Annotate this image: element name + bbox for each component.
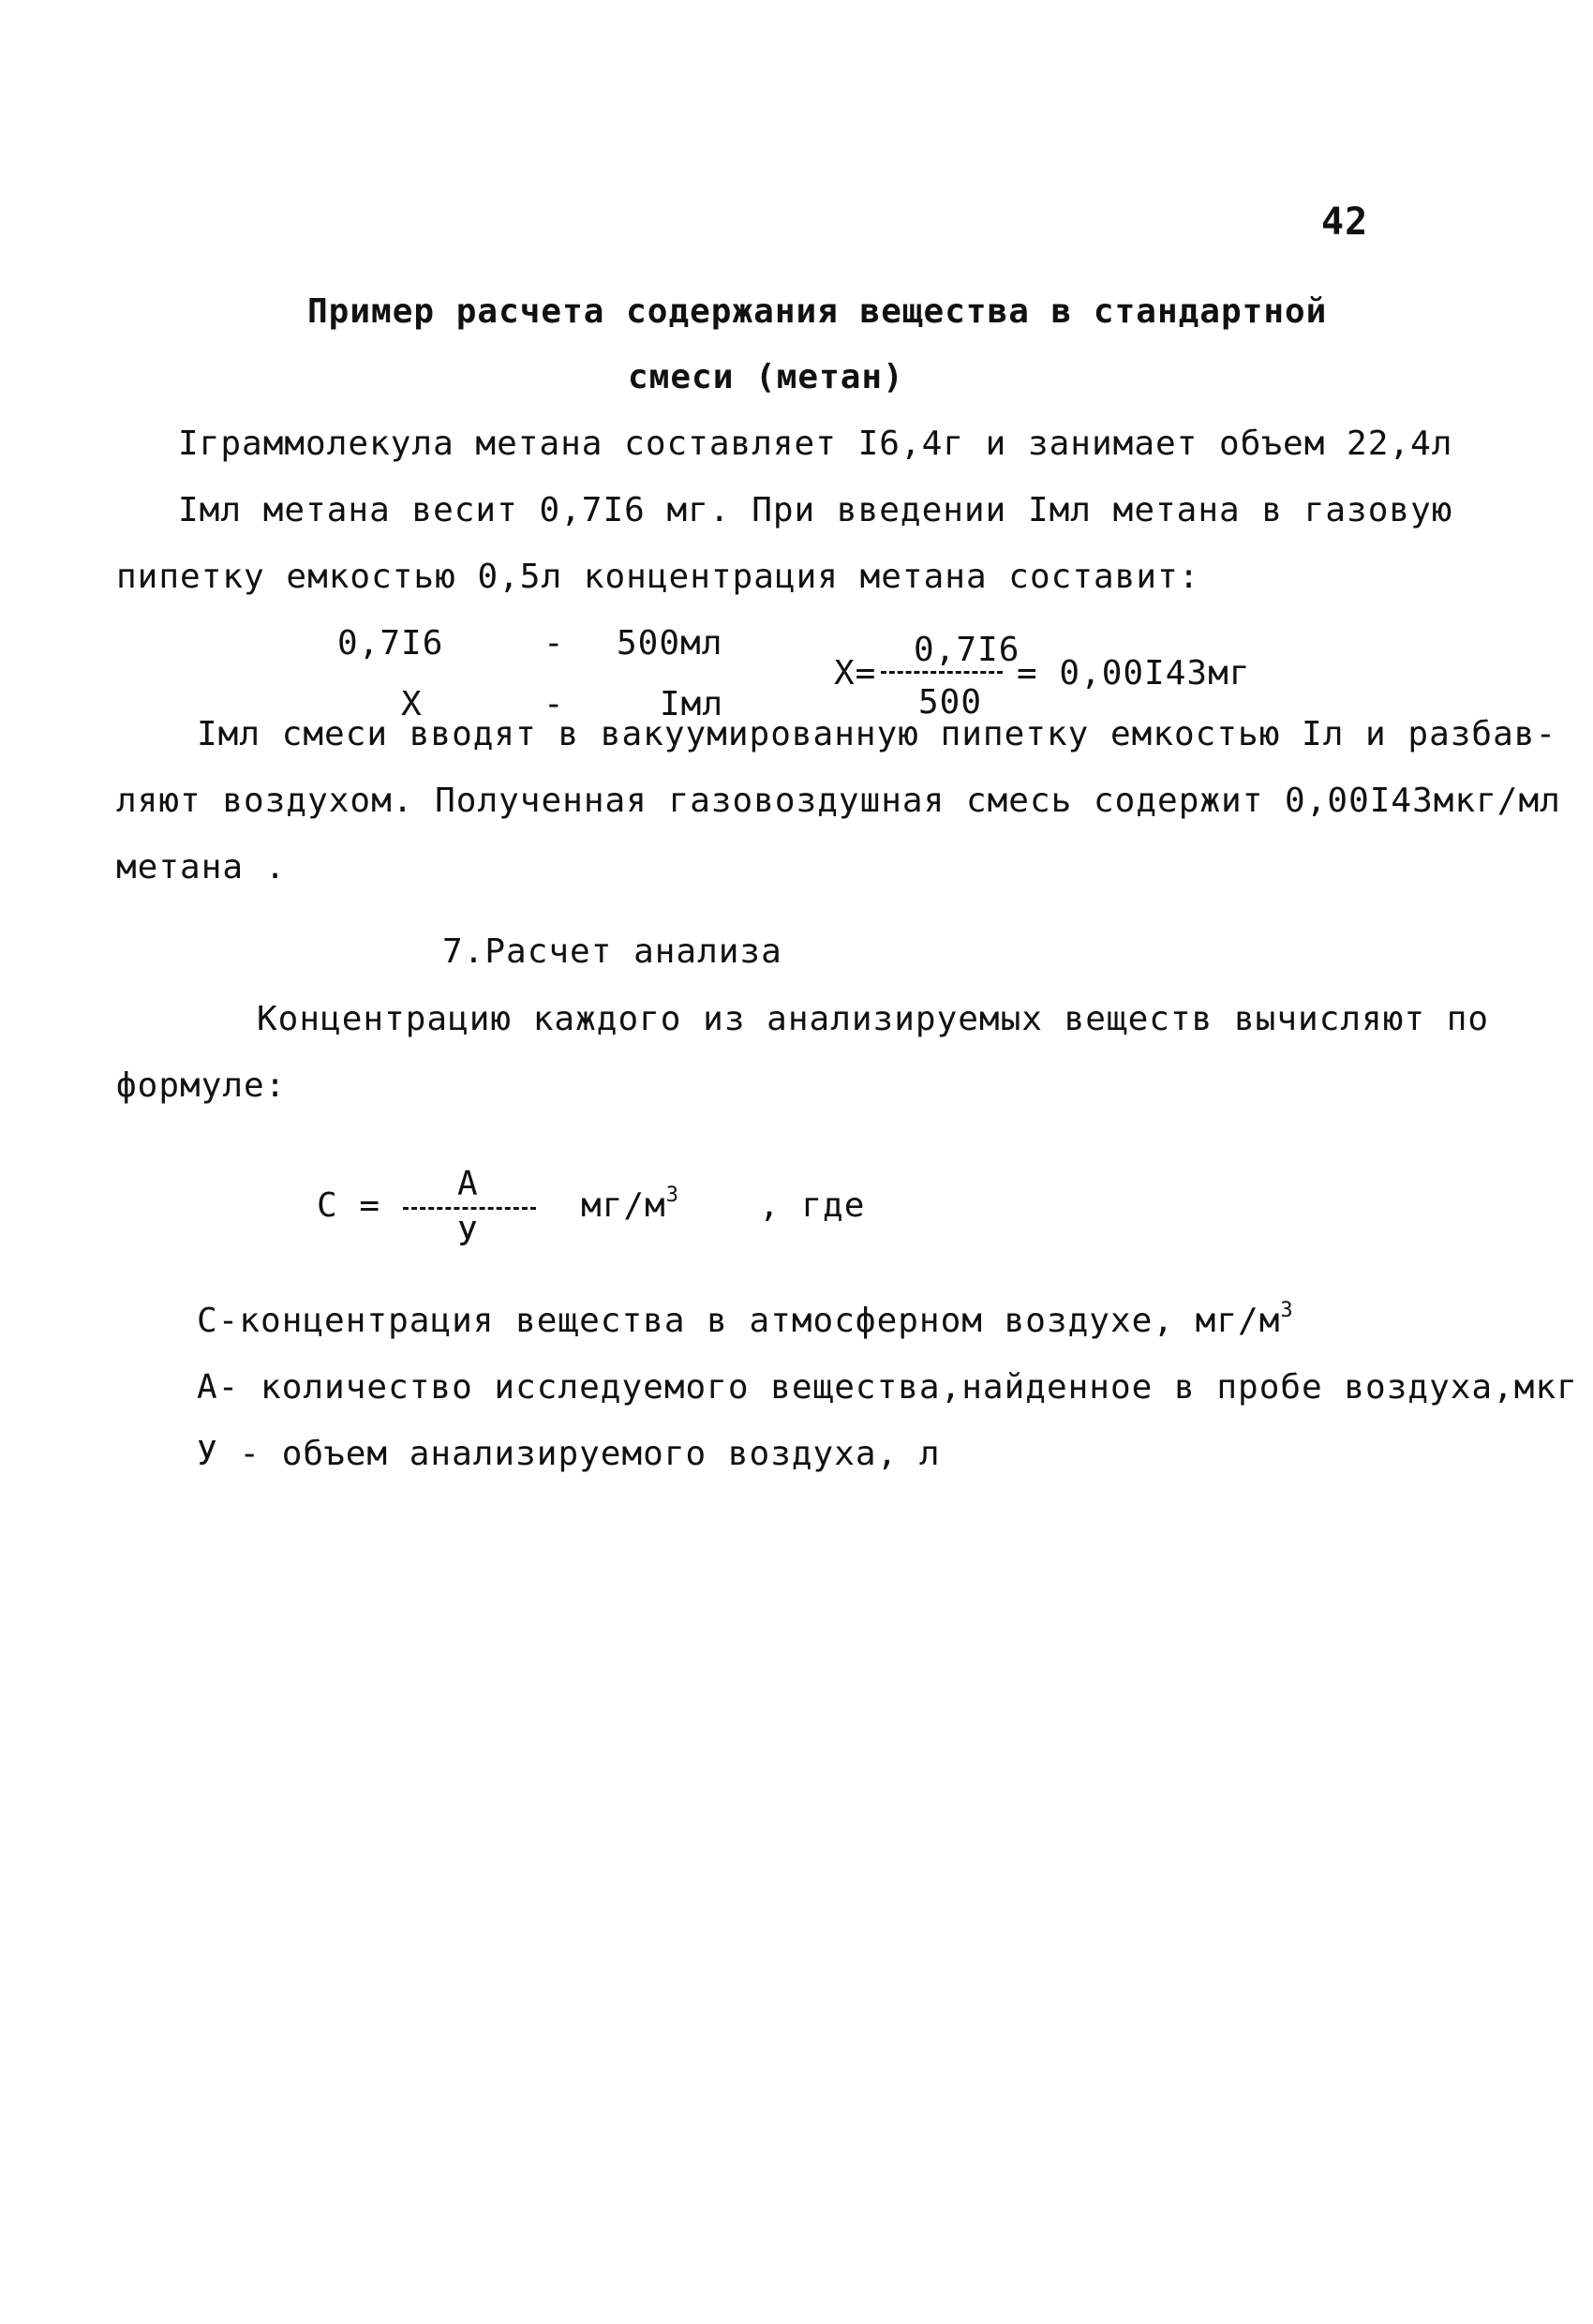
paragraph3-line-2: формуле: — [116, 1066, 287, 1105]
formula-lhs: С = — [317, 1186, 381, 1225]
paragraph1-line-2: Iмл метана весит 0,7I6 мг. При введении Iмл метана в газовую — [178, 491, 1453, 529]
proportion-row1-right: 500мл — [617, 624, 723, 663]
paragraph2-line-2: ляют воздухом. Полученная газовоздушная смесь содержит 0,00I43мкг/мл — [116, 782, 1561, 820]
paragraph1-line-1: Iграммолекула метана составляет I6,4г и занимает объем 22,4л — [178, 425, 1453, 463]
x-result: = 0,00I43мг — [1017, 654, 1251, 693]
formula-numerator: А — [457, 1165, 479, 1203]
formula-denominator: У — [457, 1215, 479, 1254]
proportion-row2-left: X — [401, 685, 423, 723]
definition-a: А- количество исследуемого вещества,найденное в пробе воздуха,мкг — [197, 1368, 1578, 1407]
proportion-row2-dash: - — [543, 685, 565, 723]
x-numerator: 0,7I6 — [914, 631, 1020, 669]
x-fraction-bar — [881, 671, 1003, 674]
proportion-row1-left: 0,7I6 — [337, 624, 444, 663]
formula-fraction-bar — [403, 1207, 536, 1210]
title-line-1: Пример расчета содержания вещества в стандартной — [307, 292, 1328, 331]
formula-where: , где — [759, 1186, 866, 1225]
paragraph1-line-3: пипетку емкостью 0,5л концентрация метана составит: — [116, 558, 1200, 596]
definition-y: У - объем анализируемого воздуха, л — [197, 1435, 941, 1473]
paragraph2-line-3: метана . — [116, 848, 287, 886]
proportion-row1-dash: - — [543, 624, 565, 663]
definition-c: С-концентрация вещества в атмосферном воздухе, $мг/м^3$ — [197, 1299, 1294, 1340]
page-number: 42 — [1321, 201, 1369, 244]
paragraph2-line-1: Iмл смеси вводят в вакуумированную пипетку емкостью Iл и разбав- — [197, 715, 1557, 753]
formula-unit: $мг/м^3$ — [581, 1184, 679, 1225]
x-denominator: 500 — [918, 683, 983, 722]
section-heading: 7.Расчет анализа — [442, 932, 782, 971]
title-line-2: смеси (метан) — [628, 358, 904, 396]
x-prefix: X= — [834, 654, 877, 693]
proportion-row2-right: Iмл — [660, 685, 724, 723]
paragraph3-line-1: Концентрацию каждого из анализируемых веществ вычисляют по — [257, 1000, 1490, 1038]
